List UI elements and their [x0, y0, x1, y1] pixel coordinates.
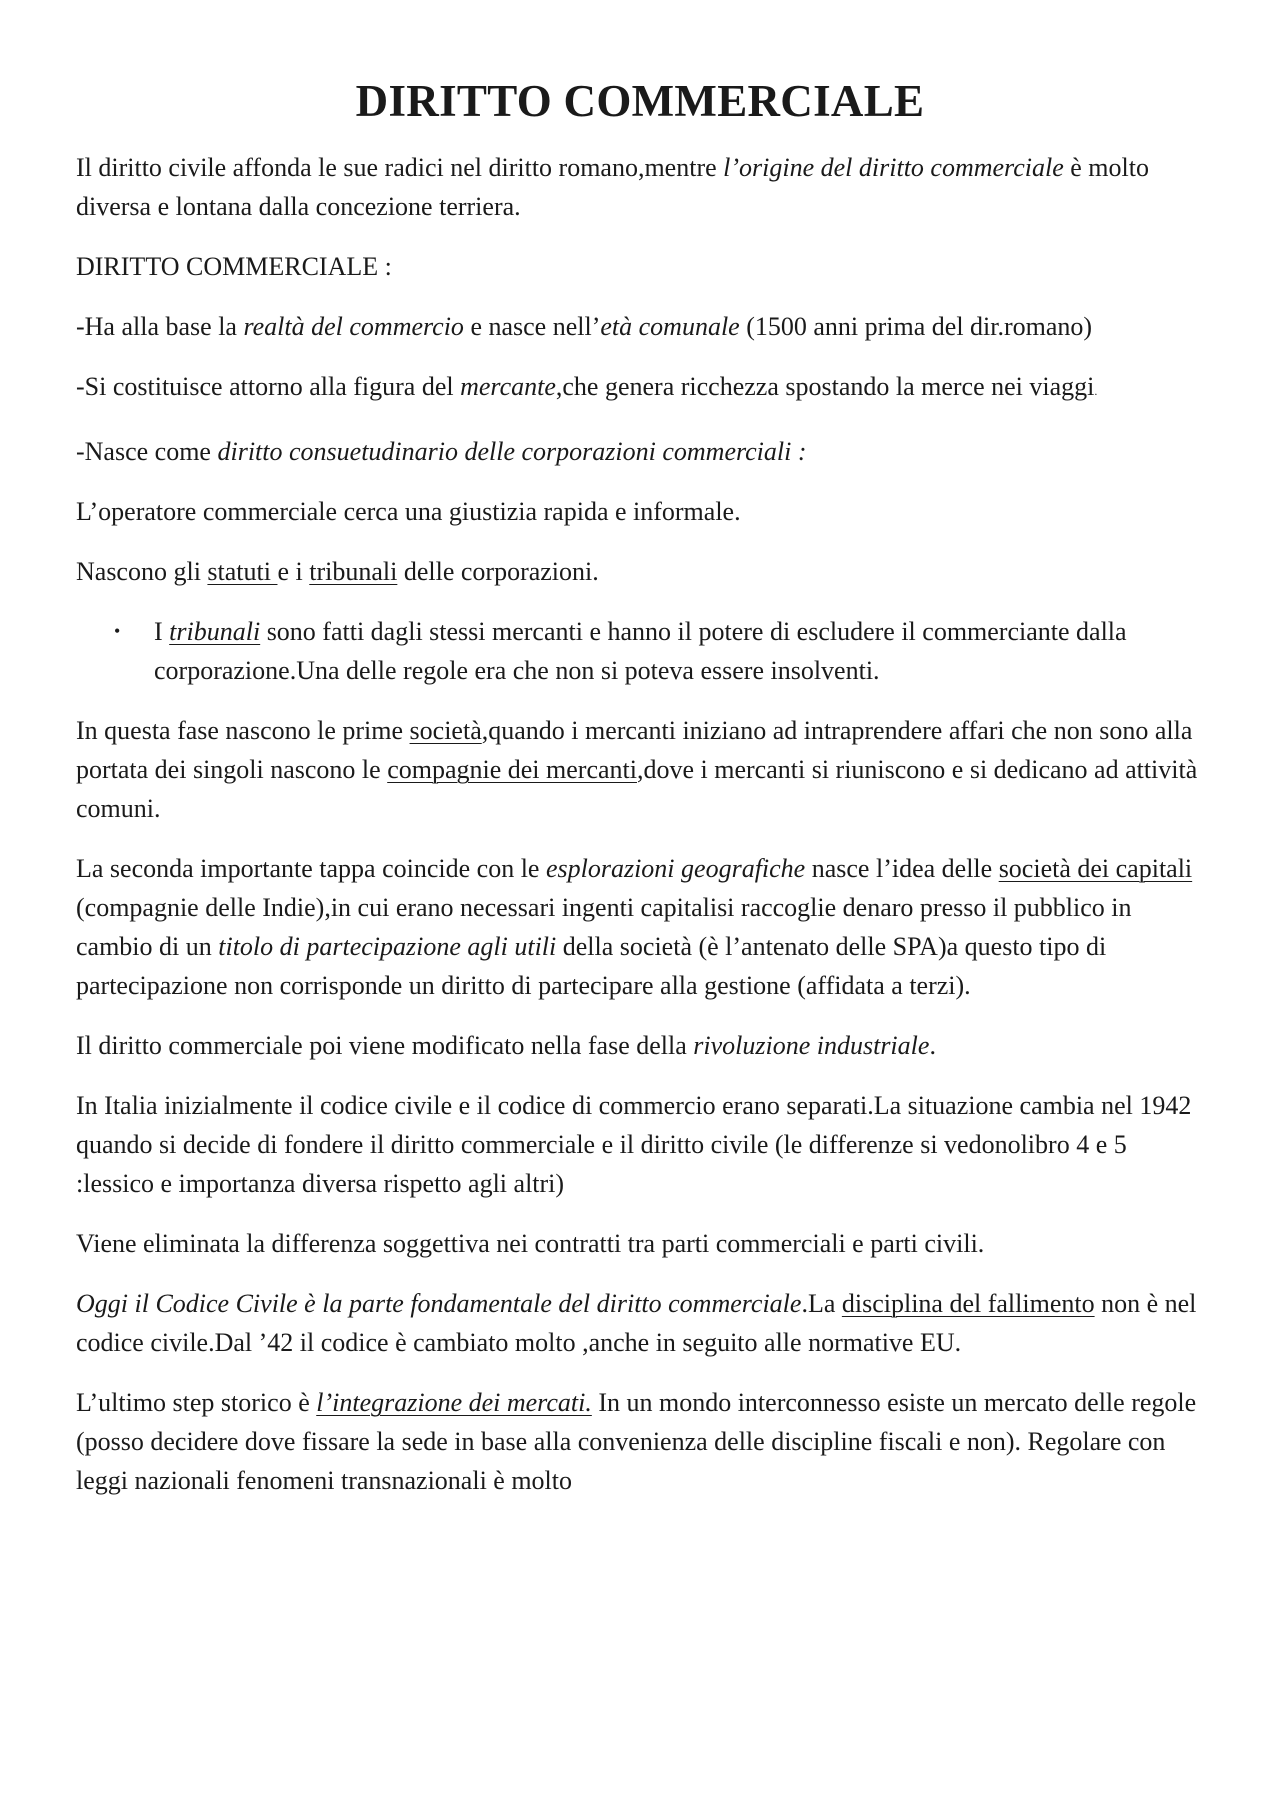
paragraph-industrial-revolution	[76, 1026, 1204, 1065]
paragraph-societies	[76, 711, 1204, 828]
text-run: ,quando i mercanti iniziano ad intraprendere affari che non sono alla portata dei singoli nascono le	[76, 716, 1193, 784]
text-run: delle corporazioni.	[397, 557, 599, 586]
text-run: non è nel codice civile.Dal ’42 il codice è cambiato molto ,anche in seguito alle normative EU.	[76, 1289, 1197, 1357]
text-run: .	[929, 1031, 936, 1060]
bullet-list	[76, 612, 1204, 690]
paragraph-origin	[76, 148, 1204, 226]
text-run-italic: titolo di partecipazione agli utili	[218, 932, 557, 961]
text-run-underlined: disciplina del fallimento	[841, 1289, 1095, 1318]
section-heading: DIRITTO COMMERCIALE :	[76, 252, 392, 281]
text-run: La seconda importante tappa coincide con le	[76, 854, 546, 883]
text-run-italic: rivoluzione industriale	[693, 1031, 930, 1060]
text-run-italic-underlined: l’integrazione dei mercati.	[316, 1388, 592, 1417]
text-run-italic: mercante	[460, 372, 556, 401]
paragraph-operator: L’operatore commerciale cerca una giustizia rapida e informale.	[76, 497, 741, 526]
text-run: -Si costituisce attorno alla figura del	[76, 372, 461, 401]
text-run-italic: diritto consuetudinario delle corporazioni commerciali :	[217, 437, 807, 466]
text-run: (1500 anni prima del dir.romano)	[739, 312, 1093, 341]
text-run: .	[1094, 384, 1098, 398]
text-run-underlined: società	[409, 716, 482, 745]
text-run-underlined: compagnie dei mercanti	[387, 755, 637, 784]
text-run: nasce l’idea delle	[805, 854, 999, 883]
paragraph-civil-code-today	[76, 1284, 1204, 1362]
text-run: e i	[277, 557, 310, 586]
paragraph-market-integration	[76, 1383, 1204, 1500]
text-run-italic: l’origine del diritto commerciale	[723, 153, 1064, 182]
text-run-italic: realtà del commercio	[243, 312, 464, 341]
text-run: Il diritto commerciale poi viene modificato nella fase della	[76, 1031, 694, 1060]
document-title: DIRITTO COMMERCIALE	[355, 76, 925, 126]
text-run: ,dove i mercanti si riuniscono e si dedicano ad attività comuni.	[76, 755, 1198, 823]
text-run: ,che genera ricchezza spostando la merce nei viaggi	[555, 372, 1095, 401]
text-run-italic: età comunale	[600, 312, 740, 341]
paragraph-subjective-difference: Viene eliminata la differenza soggettiva nei contratti tra parti commerciali e parti civili.	[76, 1229, 985, 1258]
list-item	[76, 612, 1204, 690]
text-run: Il diritto civile affonda le sue radici nel diritto romano,mentre	[76, 153, 724, 182]
text-run: è molto diversa e lontana dalla concezione terriera.	[76, 153, 1149, 221]
paragraph-statutes	[76, 552, 1204, 591]
paragraph-customary-law	[76, 432, 1204, 471]
text-run-underlined: tribunali	[309, 557, 398, 586]
text-run: In un mondo interconnesso esiste un mercato delle regole (posso decidere dove fissare la sede in base alla convenienza delle discipline fiscali e non). Regolare con leggi nazionali fenomeni transnazionali è molto	[76, 1388, 1197, 1495]
text-run: sono fatti dagli stessi mercanti e hanno il potere di escludere il commerciante dalla corporazione.Una delle regole era che non si poteva essere insolventi.	[154, 617, 1127, 685]
text-run-italic-underlined: tribunali	[169, 617, 261, 646]
text-run: I	[154, 617, 170, 646]
text-run: L’ultimo step storico è	[76, 1388, 317, 1417]
text-run: e nasce nell’	[463, 312, 601, 341]
text-run-italic: esplorazioni geografiche	[545, 854, 806, 883]
text-run-underlined: statuti	[207, 557, 278, 586]
paragraph-italy-codes: In Italia inizialmente il codice civile e il codice di commercio erano separati.La situazione cambia nel 1942 quando si decide di fondere il diritto commerciale e il diritto civile (le differenze si vedonolibro 4 e 5 :lessico e importanza diversa rispetto agli altri)	[76, 1091, 1192, 1198]
text-run-italic: Oggi il Codice Civile è la parte fondamentale del diritto commerciale	[76, 1289, 802, 1318]
text-run: Nascono gli	[76, 557, 208, 586]
paragraph-merchant	[76, 367, 1204, 411]
text-run: della società (è l’antenato delle SPA)a questo tipo di partecipazione non corrisponde un diritto di partecipare alla gestione (affidata a terzi).	[76, 932, 1107, 1000]
text-run-underlined: società dei capitali	[998, 854, 1193, 883]
text-run: .La	[801, 1289, 842, 1318]
bullet-icon: •	[114, 621, 121, 641]
text-run: (compagnie delle Indie),in cui erano necessari ingenti capitalisi raccoglie denaro presso il pubblico in cambio di un	[76, 893, 1132, 961]
text-run: In questa fase nascono le prime	[76, 716, 410, 745]
text-run: -Nasce come	[76, 437, 218, 466]
paragraph-explorations	[76, 849, 1204, 1005]
paragraph-commerce-base	[76, 307, 1204, 346]
text-run: -Ha alla base la	[76, 312, 244, 341]
